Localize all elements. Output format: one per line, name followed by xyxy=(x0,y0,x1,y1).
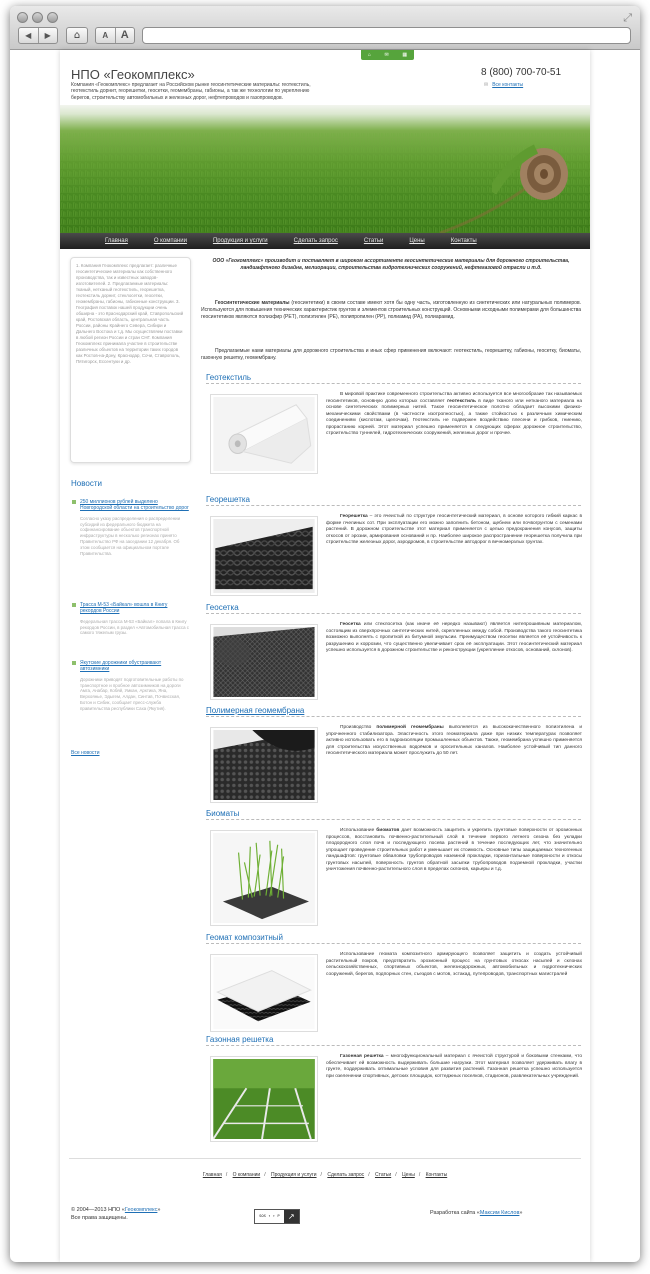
site-title: НПО «Геокомплекс» xyxy=(71,67,195,82)
font-size-buttons xyxy=(95,27,135,44)
main-navigation xyxy=(60,233,590,249)
footer-link-home[interactable]: Главная xyxy=(202,1172,222,1178)
section-text-body: дает возможность защитить и укрепить грунтовые поверхности от эрозионных процессов, восстановить почвенно-растительный слой в течение первого летнего сезона без укладки плодородного слоя почв и последующего посева растений в течение последующих лет, что значительно упрощает проведение строительных работ и уменьшает их стоимость. Основные типы защищаемых техногенных ландшафтов: грунтовые обваловки трубопроводов наземной прокладки, горизонтальные поверхности и откосы грунтовых насыпей, поверхность грунтов обратной засыпки трубопроводов подземной прокладки, участки уничтожения почвенно-растительного слоя в пределах склонов, карьеры и т.д. xyxy=(326,828,583,872)
footer-separator: / xyxy=(395,1172,397,1178)
footer-separator: / xyxy=(264,1172,266,1178)
geomat-image xyxy=(210,954,318,1032)
section-text-lawn-grid xyxy=(326,1054,582,1080)
section-text-pre: Производство xyxy=(340,725,377,730)
fullscreen-icon[interactable]: ⤢ xyxy=(623,11,632,24)
developer-prefix: Разработка сайта « xyxy=(430,1210,480,1216)
section-text-pre: Использование xyxy=(340,828,377,833)
section-text-body: – многофункциональный материал с ячеистой структурой и боковыми стенками, что обеспечивает ей возможность выдерживать большие нагрузки. Этот материал позволяет удерживать влагу в грунте, поддерживать оптимальные условия для развития растений. Газонная решетка успешно используется при озеленении спортивных, детских площадок, коттеджных поселков, стадионов, развлекательных учреждений. xyxy=(326,1054,582,1079)
geonet-mesh-picture xyxy=(213,627,315,697)
section-text-geogrid xyxy=(326,514,582,547)
footer-navigation xyxy=(60,1172,590,1178)
news-item xyxy=(71,602,189,636)
news-heading: Новости xyxy=(71,479,102,488)
geotextile-image xyxy=(210,394,318,474)
section-text-body: или стеклосетка (как иначе её нередко называют) является нитепрошивным материалом, состоящим из сверхпрочных синтетических нитей, скрепленных между собой. Производства такого геосинтетика возможно выполнять с пропиткой из битумной эмульсии. Преимуществом геосетки является её устойчивость к разрушению и коррозии, что существенно увеличивает срок её эксплуатации. Этот геосинтетический материал успешно используется в дорожном строительстве и реконструкции (укрепление откосов, оснований, склонов). xyxy=(326,622,582,653)
news-item-desc: Федеральная трасса М-53 «Байкал» попала в Книгу рекордов России, в раздел «Автомобильная трасса с самого тяжелым грузы. xyxy=(80,618,189,636)
section-title-geomat: Геомат композитный xyxy=(206,932,581,944)
biomats-grass-picture xyxy=(213,833,315,923)
developer-suffix: » xyxy=(519,1210,523,1216)
section-title-geonet: Геосетка xyxy=(206,602,581,614)
close-window-button[interactable] xyxy=(17,12,28,23)
footer-separator: / xyxy=(225,1172,228,1178)
section-text-term: Георешетка xyxy=(340,514,368,519)
footer-link-prices[interactable]: Цены xyxy=(401,1172,415,1178)
news-item xyxy=(71,660,189,712)
footer-divider xyxy=(69,1158,581,1159)
news-item-desc: Дорожники приводят подготовительные работы по транспортное и пробное автозимников на дороги Амга, Анабар, Кобяй, Умкан, Арктика, Яна, Верхоянье, Эдыгем, Алдан, Синтав, Почвисская, Ботон и Сибик, сообщает пресс-служба правительства республики Саха (Якутия). xyxy=(80,676,184,711)
lawn-grid-picture xyxy=(213,1059,315,1139)
geonet-image xyxy=(210,624,318,700)
all-news-link[interactable]: Все новости xyxy=(71,750,100,756)
sidebar-info-text: 1. Компания Геокомплекс предлагает: различные геосинтетические материалы как собственного производства, так и известных заводов-изготовителей. 2. Предлагаемые материалы: тканый, нетканый геотекстиль, георешетка, геотекстиль дорнит, стеклосетки, геосетки, геомембраны, габионы, габионные конструкции. 3. География поставок нашей продукции очень обширна - это Краснодарский край, Ставропольский край, Ростовская область, центральная часть России, районы Крайнего Севера, Сибири и Дальнего Востока и т.д. Мы осуществляем поставки в любой регион России и стран СНГ. Компания Геокомплекс принимала участие в строительстве различных объектов на территории таких городов как Ростов-на-Дону, Краснодар, Сочи, Ставрополь, Пятигорск, Ессентуки и др. xyxy=(76,263,184,364)
back-arrow-icon[interactable]: ◀ xyxy=(25,31,32,40)
arrow-up-right-icon: ↗ xyxy=(284,1210,299,1223)
web-page xyxy=(60,50,590,1262)
news-item-title[interactable]: 250 миллионов рублей выделено Новгородской области на строительство дорог xyxy=(71,499,189,512)
section-text-term: Геосетка xyxy=(340,622,361,627)
minimize-window-button[interactable] xyxy=(32,12,43,23)
section-text-term: Газонная решетка xyxy=(340,1054,384,1059)
section-text-body: – это ячеистый по структуре геосинтетический материал, в основе которого гибкий каркас в форме пчелиных сот. При эксплуатации его можно заполнить бетоном, щебнем или почвогрунтом с семенами растений. В дорожном строительстве этот материал применяется с целью предохранения конусов, защиты откосов от эрозии, армирования оснований и пр. Наиболее широкое распространение георешетка получила при строительстве железных дорог, аэродромов, в строительстве автодорог в вечномерзлых грунтах. xyxy=(326,514,582,545)
footer-link-contacts[interactable]: Контакты xyxy=(425,1172,448,1178)
all-contacts-label: Все контакты xyxy=(492,82,524,88)
font-larger-icon[interactable]: A xyxy=(115,28,135,43)
mail-icon[interactable]: ✉ xyxy=(384,52,389,58)
nav-item-about[interactable]: О компании xyxy=(153,238,187,244)
geosynthetics-text: (геосинтетики) в своем составе имеют хотя бы одну часть, изготовленную из синтетических или натуральных полимеров. Используются для повышения технических характеристик грунтов и элементов строительных конструкций. Основными исходными полимерами для большинства геосинтетиков являются полиэфир (PET), полиэтилен (PE), полипропилен (PP), полиамид (PA), полиарамид. xyxy=(201,300,581,320)
history-buttons xyxy=(18,27,58,44)
materials-paragraph: Предлагаемые нами материалы для дорожного строительства и иных сфер применения включают: геотекстиль, георешетку, габионы, геосетку, биоматы, газонную решетку, геомембрану. xyxy=(201,348,581,361)
browser-chrome xyxy=(10,6,640,50)
section-text-body: выполняется из высококачественного полиэтилена и упрочненного стабилизатора. Эластичность этого геоматериала даже при низких температурах позволяет активно использовать его в гидроизоляции промышленных объектов. Также, геомембрана успешно применяется для строительства искусственных водоёмов и оросительных каналов. Наиболее устойчивый тип данного геосинтетического материала может прослужить до 50 лет. xyxy=(326,725,583,756)
font-smaller-icon[interactable]: A xyxy=(102,31,109,40)
section-title-geotextile: Геотекстиль xyxy=(206,372,581,384)
developer-credit xyxy=(430,1210,522,1216)
footer-separator: / xyxy=(320,1172,322,1178)
section-text-geotextile xyxy=(326,392,582,438)
copyright-prefix: © 2004—2013 НПО « xyxy=(71,1207,125,1213)
section-title-geomembrane: Полимерная геомембрана xyxy=(206,705,581,717)
site-description: Компания «Геокомплекс» предлагает на Российском рынке геосинтетические материалы: геотекстиль, геотекстиль дорнит, георешетки, геосетки, геомембраны, габионы, а так же технологии по укреплению берегов, строительству автомобильных и железных дорог, нефтепроводов и газопроводов. xyxy=(71,82,311,101)
home-icon[interactable]: ⌂ xyxy=(66,27,88,44)
lawn-grid-image xyxy=(210,1056,318,1142)
section-text-geomat xyxy=(326,952,582,978)
geomembrane-image xyxy=(210,727,318,803)
section-title-geogrid: Георешетка xyxy=(206,494,581,506)
footer-separator: / xyxy=(368,1172,370,1178)
section-text-pre: Использование геомата композитного армирующего позволяет защитить и создать устойчивый растительный покров, предотвратить эрозионный процесс на грунтовых откосах насыпей и склонах сельскохозяйственных, спортивных объектов, железнодорожных, автомобильных и гидротехнических сооружений, берегов, подпорных стен, съездов с мотов, эстакад, путепроводов, транспортных магистралей xyxy=(326,952,582,977)
hero-banner-grass xyxy=(60,105,590,233)
home-small-icon[interactable]: ⌂ xyxy=(367,52,371,58)
geogrid-honeycomb-picture xyxy=(213,519,315,593)
sos-badge-label: SOS ↑ ↑ P xyxy=(259,1213,280,1219)
copyright-company-link[interactable]: Геокомплекс xyxy=(124,1207,158,1213)
footer-link-request[interactable]: Сделать запрос xyxy=(327,1172,365,1178)
copyright xyxy=(71,1206,160,1222)
footer-link-products[interactable]: Продукция и услуги xyxy=(270,1172,317,1178)
footer-separator: / xyxy=(418,1172,421,1178)
nav-item-home[interactable]: Главная xyxy=(105,238,128,244)
zoom-window-button[interactable] xyxy=(47,12,58,23)
biomats-image xyxy=(210,830,318,926)
browser-window xyxy=(10,6,640,1262)
footer-link-articles[interactable]: Статьи xyxy=(374,1172,392,1178)
nav-item-products[interactable]: Продукция и услуги xyxy=(212,238,268,244)
section-text-body: в виде тканого или нетканого материала на основе синтетических полимерных нитей. Такое геосинтетическое полотно обладает высокими физико-механическими свойствами (в частности изотропностью), а также стойкостью к различным химическим соединениям (кислотам, щелочам). Геотекстиль не подвержен воздействию плесени и грибков, гниению, прорастанию корней. Этот материал успешно применяется в следующих сферах дорожное строительство, строительство туннелей, гидротехнических сооружений, железных дорог и прочее. xyxy=(326,398,582,436)
sidebar-info-box xyxy=(70,257,191,463)
nav-item-articles[interactable]: Статьи xyxy=(363,238,384,244)
phone-number: 8 (800) 700-70-51 xyxy=(481,67,562,78)
nav-item-request[interactable]: Сделать запрос xyxy=(293,238,338,244)
rights-reserved: Все права защищены. xyxy=(71,1215,128,1221)
nav-item-contacts[interactable]: Контакты xyxy=(450,238,477,244)
section-title-biomats: Биоматы xyxy=(206,808,581,820)
section-text-geonet xyxy=(326,622,582,655)
section-text-term: геотекстиль xyxy=(447,398,476,404)
sos-badge[interactable] xyxy=(254,1209,300,1224)
news-item xyxy=(71,499,189,556)
copyright-suffix: » xyxy=(157,1207,161,1213)
geomat-picture xyxy=(213,957,315,1029)
geotextile-roll-picture xyxy=(213,397,315,471)
nav-item-prices[interactable]: Цены xyxy=(409,238,425,244)
developer-link[interactable]: Максим Кислов xyxy=(479,1210,520,1216)
section-title-lawn-grid: Газонная решетка xyxy=(206,1034,581,1046)
section-text-term: полимерной геомембраны xyxy=(376,725,444,730)
section-text-geomembrane xyxy=(326,725,582,758)
news-item-desc: Согласно указу распределения о распределении субсидий из федерального бюджета на софинансирование объектов транспортной инфраструктуры в несколько регионах принято Правительство РФ на заседании 12 декабря. Об этом сообщается на официальном портале Правительства. xyxy=(80,515,181,556)
section-text-biomats xyxy=(326,828,582,874)
geosynthetics-term: Геосинтетические материалы xyxy=(215,300,290,306)
forward-arrow-icon[interactable]: ▶ xyxy=(38,28,58,43)
news-item-title[interactable]: Трасса М-53 «Байкал» вошла в Книгу рекордов России xyxy=(71,602,189,615)
section-text-pre: В мировой практике современного строительства активно используется все многообразие так называемых геосинтетиков, основную долю которых составляет xyxy=(326,392,582,404)
sitemap-icon[interactable]: ▦ xyxy=(402,52,408,58)
news-item-title[interactable]: Якутские дорожники обустраивают автозимники xyxy=(71,660,189,673)
geogrid-image xyxy=(210,516,318,596)
geomembrane-picture xyxy=(213,730,315,800)
footer-link-about[interactable]: О компании xyxy=(232,1172,261,1178)
geosynthetics-paragraph xyxy=(201,300,581,320)
section-text-term: биоматов xyxy=(376,828,400,833)
top-icon-bar xyxy=(361,50,414,60)
address-bar[interactable] xyxy=(142,27,631,44)
turf-roll-image xyxy=(492,140,570,202)
all-contacts-link[interactable] xyxy=(484,82,523,88)
intro-text: ООО «Геокомплекс» производит и поставляет в широком ассортименте геосинтетические материалы для дорожного строительства, ландшафтного дизайна, мелиорации, строительства гидротехнических сооружений, нефтегазовой отрасли и т.д. xyxy=(212,258,570,271)
